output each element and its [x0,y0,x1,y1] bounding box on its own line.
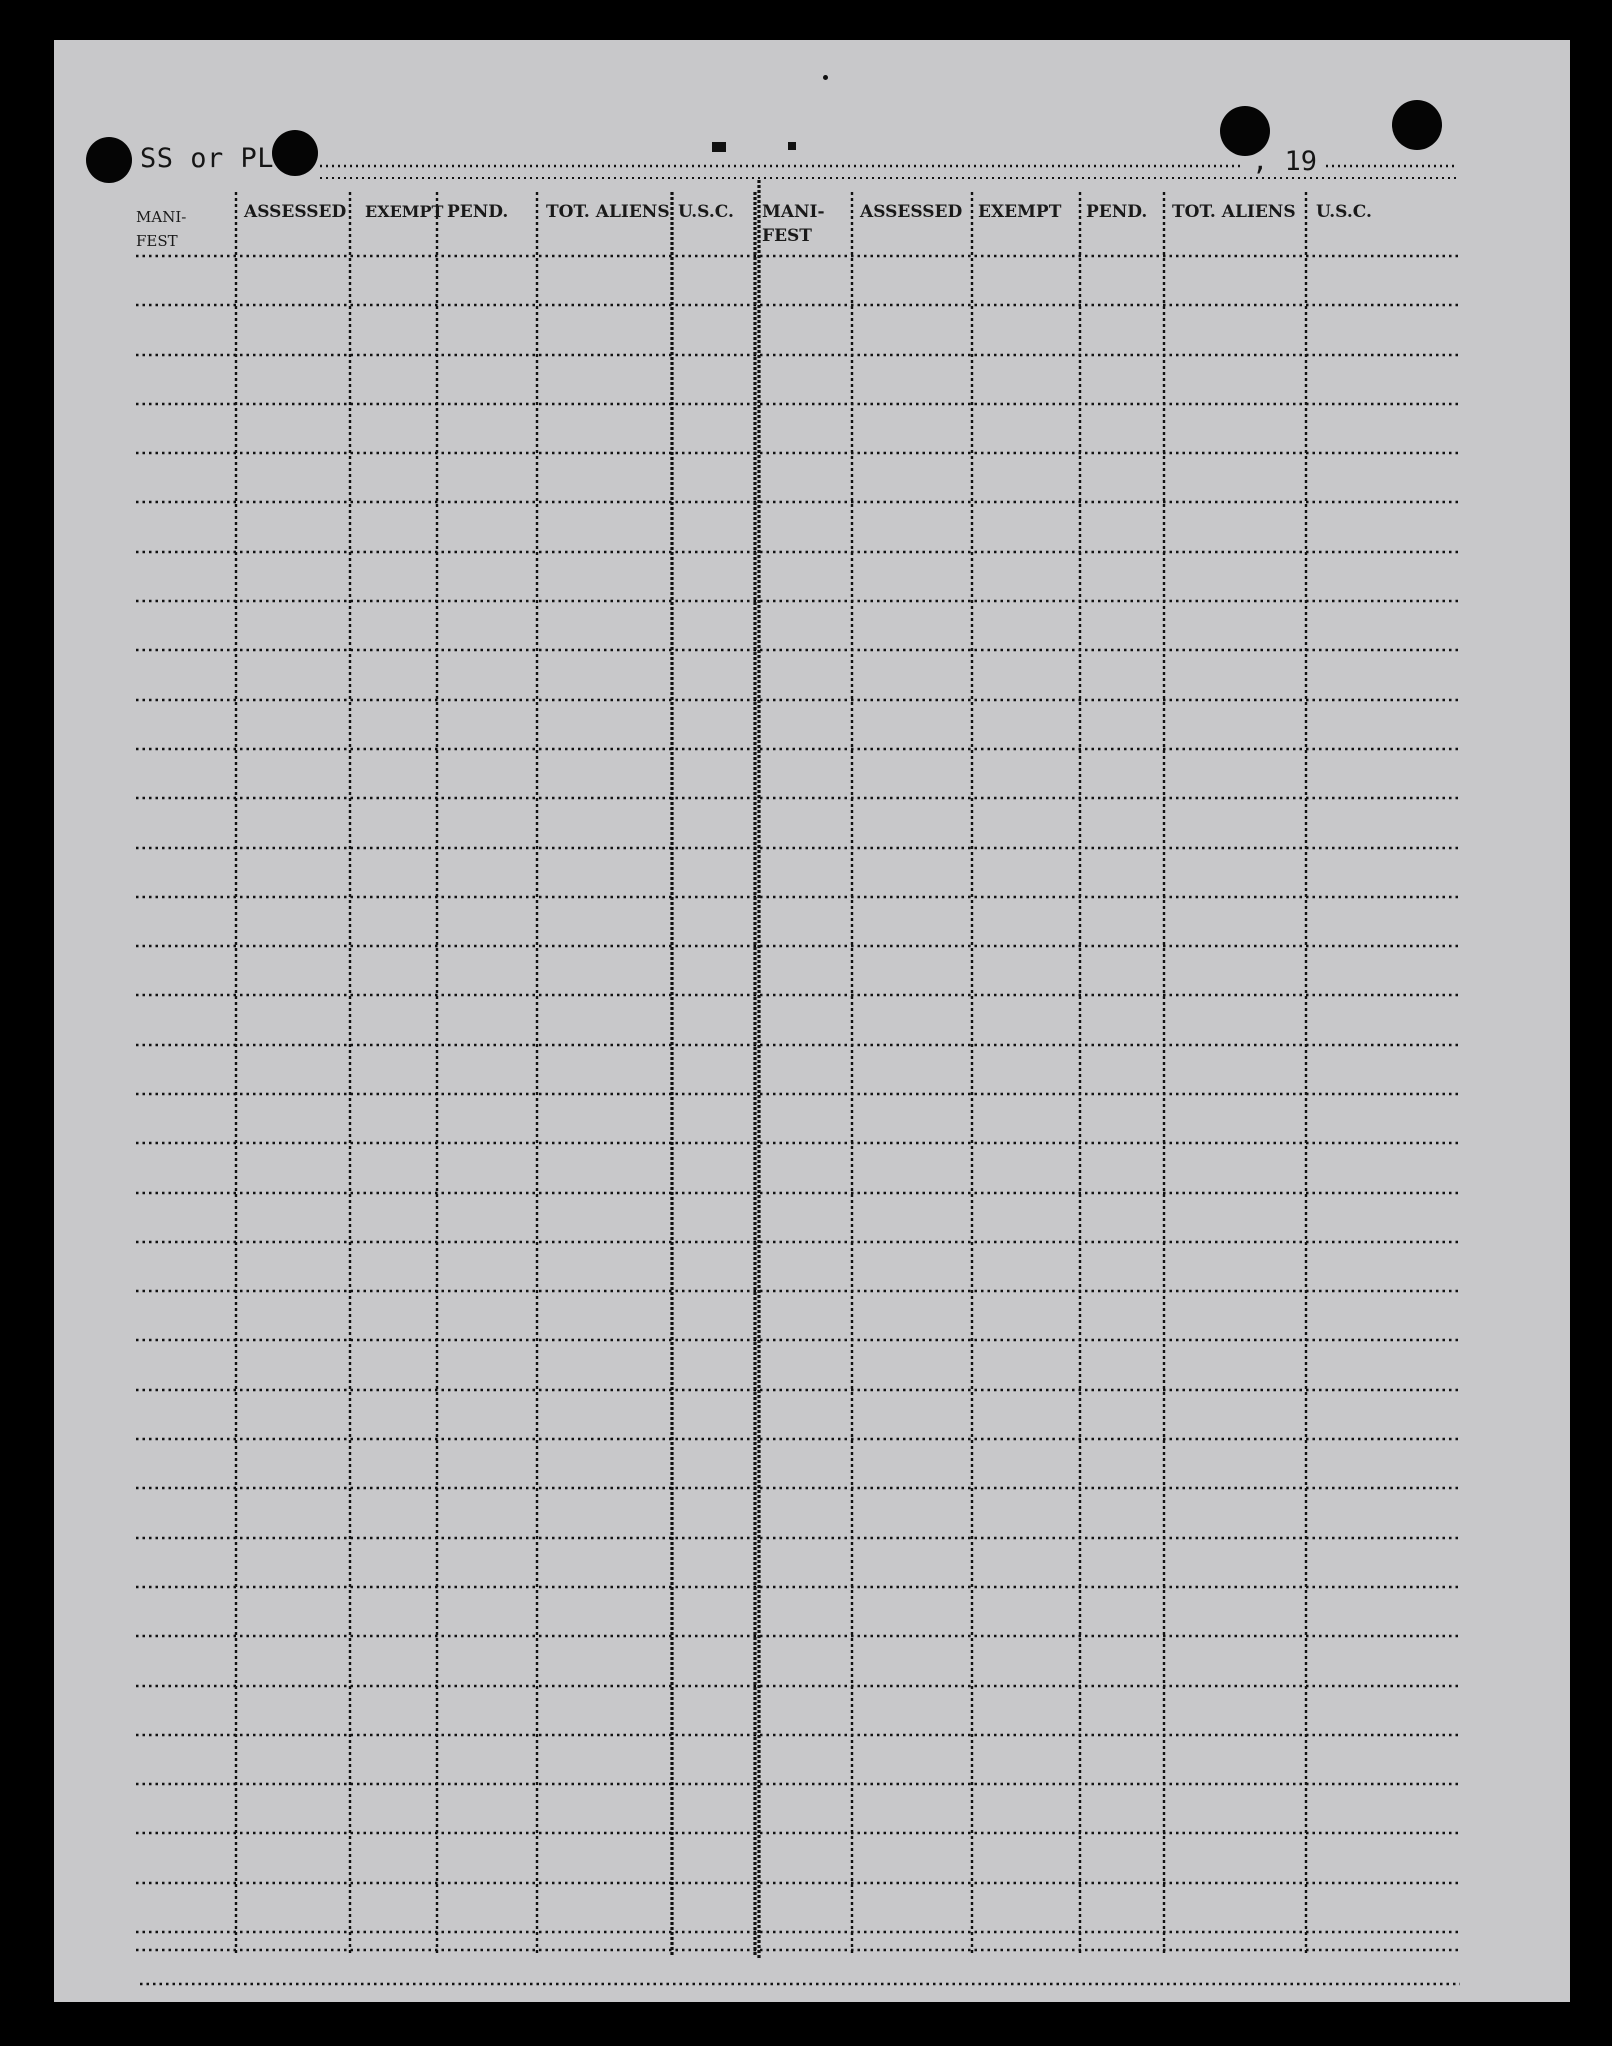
header-exempt-left: EXEMPT [365,202,444,221]
header-manifest-left: MANI- FEST [136,208,187,250]
year-label: , 19 [1252,146,1318,177]
header-usc-left: U.S.C. [678,202,734,222]
header-exempt-right: EXEMPT [978,202,1062,222]
header-tot-aliens-right: TOT. ALIENS [1172,202,1296,222]
header-pend-left: PEND. [447,202,509,222]
header-tot-aliens-left: TOT. ALIENS [546,202,670,222]
header-usc-right: U.S.C. [1316,202,1372,222]
header-manifest-right: MANI- FEST [762,202,825,246]
header-assessed-left: ASSESSED [244,202,347,222]
header-assessed-right: ASSESSED [860,202,963,222]
header-pend-right: PEND. [1086,202,1148,222]
vessel-or-place-label: SS or PL [140,143,275,174]
